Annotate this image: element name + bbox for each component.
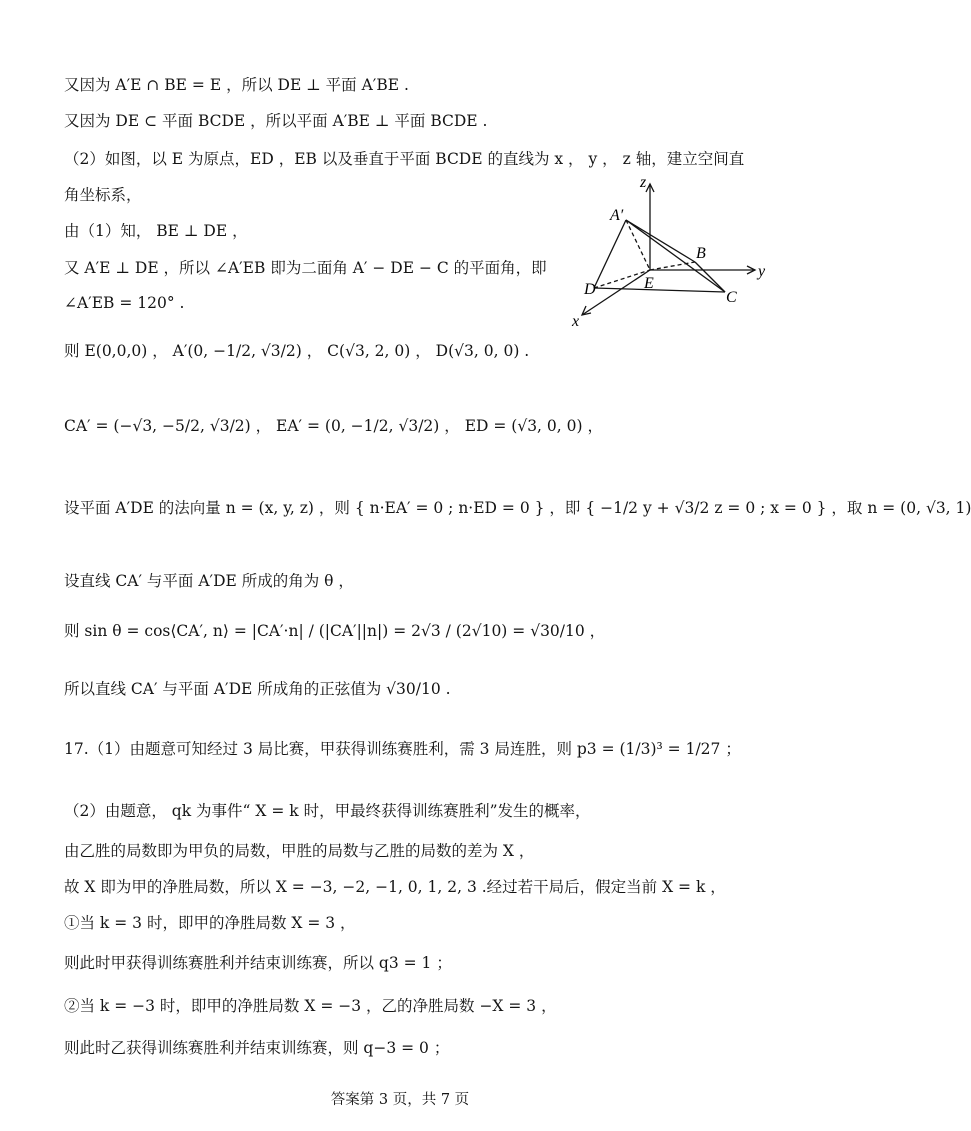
label-x: x [572, 313, 580, 330]
label-C: C [726, 289, 737, 306]
text: ②当 k = −3 时，即甲的净胜局数 X = −3 ，乙的净胜局数 −X = 3 ， [64, 997, 557, 1015]
text: CA′ = (−√3, −5/2, √3/2) ， EA′ = (0, −1/2, √3/2) ， ED = (√3, 0, 0) ， [64, 417, 603, 435]
text: 则 [64, 342, 80, 360]
q17-reason-line [64, 840, 534, 862]
case-2-line [64, 995, 557, 1017]
label-y: y [758, 263, 766, 280]
case-1-line [64, 912, 356, 934]
edge-BC [695, 262, 725, 292]
point-D: D(√3, 0, 0) . [435, 342, 530, 360]
edge-DE [594, 270, 650, 288]
text: 则此时甲获得训练赛胜利并结束训练赛，所以 q3 = 1 ； [64, 954, 452, 972]
q17-part1-line [64, 738, 741, 760]
edge-AD [594, 220, 626, 288]
part2-setup-line-cont [64, 184, 142, 206]
text: 又因为 A′E ∩ BE = E ，所以 DE ⊥ 平面 A′BE . [64, 76, 409, 94]
text: ①当 k = 3 时，即甲的净胜局数 X = 3 ， [64, 914, 356, 932]
dihedral-angle-line [64, 257, 547, 279]
text: 故 X 即为甲的净胜局数，所以 X = −3, −2, −1, 0, 1, 2, 3 .经过若干局后，假定当前 X = k ， [64, 878, 726, 896]
label-z: z [640, 174, 647, 191]
derivation-line-be-de [64, 220, 248, 242]
normal-vector-line [64, 497, 971, 519]
label-A: A′ [610, 207, 624, 224]
text: 则此时乙获得训练赛胜利并结束训练赛，则 q−3 = 0 ； [64, 1039, 450, 1057]
text: 由乙胜的局数即为甲负的局数，甲胜的局数与乙胜的局数的差为 X ， [64, 842, 535, 860]
text: 又 A′E ⊥ DE ，所以 ∠A′EB 即为二面角 A′ − DE − C 的平面角，即 [64, 259, 547, 277]
point-C: C(√3, 2, 0) ， [327, 342, 431, 360]
label-B: B [696, 245, 706, 262]
label-E: E [644, 275, 654, 292]
text: 角坐标系， [64, 186, 142, 204]
text: 所以直线 CA′ 与平面 A′DE 所成角的正弦值为 √30/10 . [64, 680, 451, 698]
text: 设平面 A′DE 的法向量 n = (x, y, z) ，则 { n·EA′ = 0 ; n·ED = 0 } ，即 { −1/2 y + √3/2 z = 0 ; x = 0 } ，取 n = (0, √3, 1) [64, 499, 971, 517]
label-D: D [584, 281, 596, 298]
point-E: E(0,0,0) ， [84, 342, 168, 360]
case-2-result-line [64, 1037, 449, 1059]
edge-DC [594, 288, 725, 292]
coordinate-figure [560, 170, 780, 330]
coordinates-line [64, 340, 529, 362]
text: （2）由题意， qk 为事件“ X = k 时，甲最终获得训练赛胜利”发生的概率， [64, 802, 591, 820]
point-A: A′(0, −1/2, √3/2) ， [172, 342, 323, 360]
part2-setup-line [64, 148, 744, 170]
angle-value-line [64, 292, 184, 314]
proof-line-2 [64, 110, 487, 132]
text: ∠A′EB = 120° . [64, 294, 185, 312]
text: 则 sin θ = cos⟨CA′, n⟩ = |CA′·n| / (|CA′||n|) = 2√3 / (2√10) = √30/10 ， [64, 622, 606, 640]
angle-theta-line [64, 570, 354, 592]
vectors-line [64, 415, 603, 437]
sin-theta-line [64, 620, 605, 642]
conclusion-line [64, 678, 451, 700]
text: 17.（1）由题意可知经过 3 局比赛，甲获得训练赛胜利，需 3 局连胜，则 p3 = (1/3)³ = 1/27 ； [64, 740, 741, 758]
q17-part2-line [64, 800, 591, 822]
text: 设直线 CA′ 与平面 A′DE 所成的角为 θ ， [64, 572, 354, 590]
text: 又因为 DE ⊂ 平面 BCDE ，所以平面 A′BE ⊥ 平面 BCDE . [64, 112, 488, 130]
page-footer: 答案第 3 页，共 7 页 [330, 1092, 470, 1108]
text: 由（1）知， BE ⊥ DE ， [64, 222, 248, 240]
text: （2）如图，以 E 为原点，ED ，EB 以及垂直于平面 BCDE 的直线为 x ， y ， z 轴，建立空间直 [64, 150, 745, 168]
case-1-result-line [64, 952, 452, 974]
q17-values-line [64, 876, 726, 898]
edge-AC [626, 220, 725, 292]
proof-line-1 [64, 74, 409, 96]
